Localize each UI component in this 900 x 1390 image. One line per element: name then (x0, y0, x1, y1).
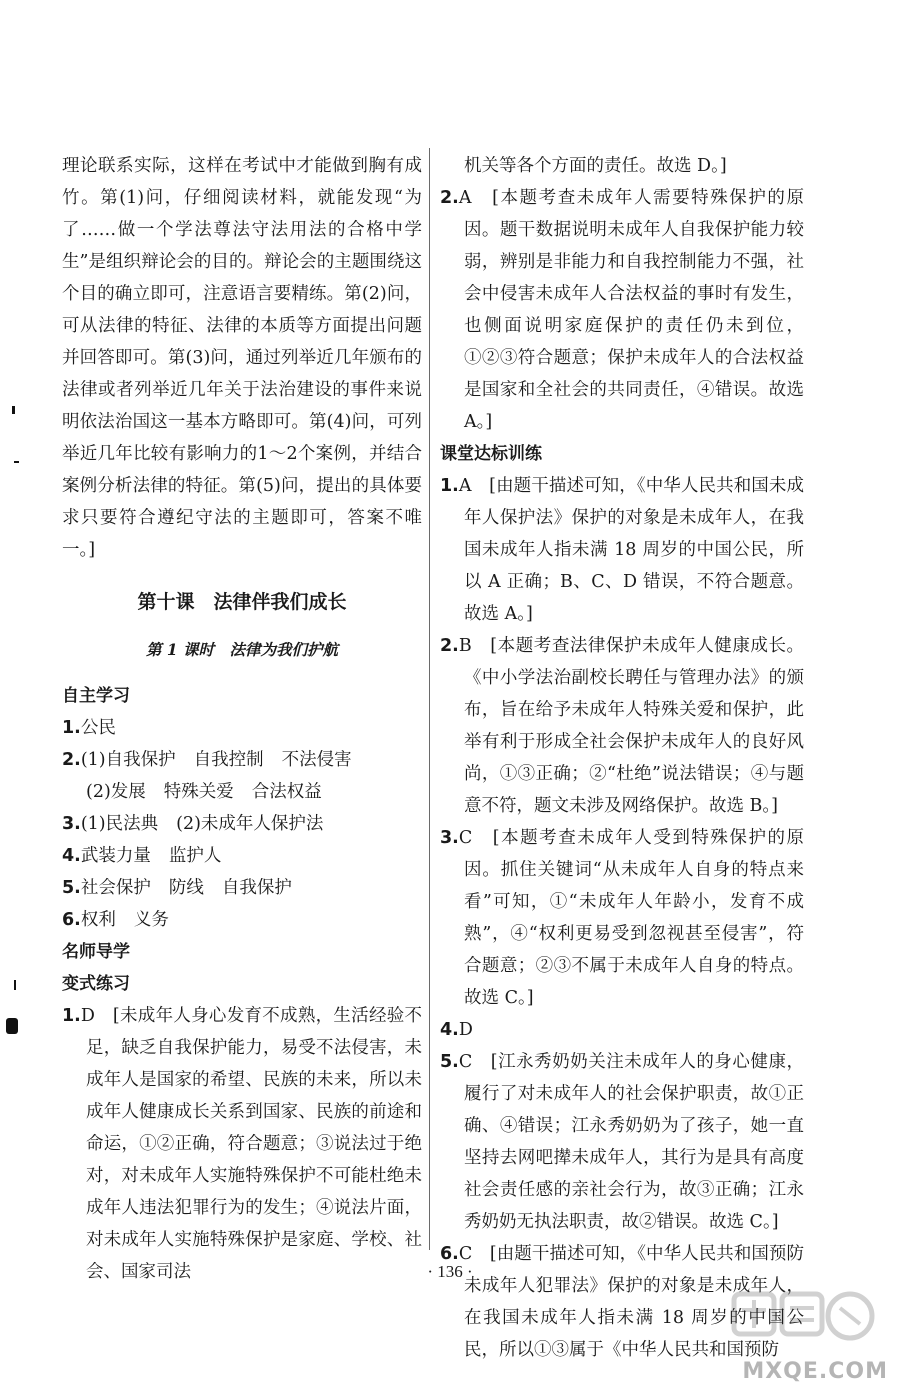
right-column (440, 150, 804, 1366)
zizhu-item: 5.社会保护 防线 自我保护 (62, 878, 292, 898)
left-column (62, 150, 422, 1288)
lesson-title: 第十课 法律伴我们成长 (137, 591, 347, 613)
column-divider (429, 148, 430, 1250)
ketang-item: 4.D (440, 1020, 473, 1040)
scan-mark (12, 406, 15, 414)
continued-text: 机关等各个方面的责任。故选 D。] (464, 156, 727, 176)
zizhu-item: 4.武装力量 监护人 (62, 846, 222, 866)
scan-mark (14, 461, 19, 463)
scan-mark (14, 980, 16, 990)
ketang-item: 3.C [本题考查未成年人受到特殊保护的原因。抓住关键词“从未成年人自身的特点来看”可知，①“未成年人年龄小，发育不成熟”，④“权利更易受到忽视甚至侵害”，符合题意；②③不属于未成年人自身的特点。故选 C。] (440, 828, 804, 1008)
zizhu-item: 6.权利 义务 (62, 910, 169, 930)
section-heading-ketang: 课堂达标训练 (440, 444, 542, 464)
section-heading-zizhu: 自主学习 (62, 686, 130, 706)
bianshi-item: 1.D [未成年人身心发育不成熟，生活经验不足，缺乏自我保护能力，易受不法侵害，未成年人是国家的希望、民族的未来，所以未成年人健康成长关系到国家、民族的前途和命运，①②正确，符合题意；③说法过于绝对，对未成年人实施特殊保护不可能杜绝未成年人违法犯罪行为的发生；④说法片面，对未成年人实施特殊保护是家庭、学校、社会、国家司法 (62, 1006, 422, 1282)
zizhu-item: 2.(1)自我保护 自我控制 不法侵害 (62, 750, 352, 770)
section-heading-mingshi: 名师导学 (62, 942, 130, 962)
zizhu-subitem: (2)发展 特殊关爱 合法权益 (86, 782, 322, 802)
ketang-item: 1.A [由题干描述可知，《中华人民共和国未成年人保护法》保护的对象是未成年人，在我国未成年人指未满 18 周岁的中国公民，所以 A 正确；B、C、D 错误，不符合题意。故选 A。] (440, 476, 804, 624)
bianshi-item: 2.A [本题考查未成年人需要特殊保护的原因。题干数据说明未成年人自我保护能力较弱，辨别是非能力和自我控制能力不强，社会中侵害未成年人合法权益的事时有发生，也侧面说明家庭保护的责任仍未到位，①②③符合题意；保护未成年人的合法权益是国家和全社会的共同责任，④错误。故选 A。] (440, 188, 804, 432)
zizhu-item: 3.(1)民法典 (2)未成年人保护法 (62, 814, 324, 834)
zizhu-item: 1.公民 (62, 718, 116, 738)
ketang-item: 2.B [本题考查法律保护未成年人健康成长。《中小学法治副校长聘任与管理办法》的颁布，旨在给予未成年人特殊关爱和保护，此举有利于形成全社会保护未成年人的良好风尚，①③正确；②“杜绝”说法错误；④与题意不符，题文未涉及网络保护。故选 B。] (440, 636, 804, 816)
ketang-item: 6.C [由题干描述可知，《中华人民共和国预防未成年人犯罪法》保护的对象是未成年人，在我国未成年人指未满 18 周岁的中国公民，所以①③属于《中华人民共和国预防 (440, 1244, 804, 1360)
left-intro-paragraph: 理论联系实际，这样在考试中才能做到胸有成竹。第(1)问，仔细阅读材料，就能发现“为了……做一个学法尊法守法用法的合格中学生”是组织辩论会的目的。辩论会的主题围绕这个目的确立即可，注意语言要精练。第(2)问，可从法律的特征、法律的本质等方面提出问题并回答即可。第(3)问，通过列举近几年颁布的法律或者列举近几年关于法治建设的事件来说明依法治国这一基本方略即可。第(4)问，可列举近几年比较有影响力的1～2个案例，并结合案例分析法律的特征。第(5)问，提出的具体要求只要符合遵纪守法的主题即可，答案不唯一。] (62, 156, 422, 560)
ketang-item: 5.C [江永秀奶奶关注未成年人的身心健康，履行了对未成年人的社会保护职责，故①正确、④错误；江永秀奶奶为了孩子，她一直坚持去网吧撵未成年人，其行为是具有高度社会责任感的亲社会行为，故③正确；江永秀奶奶无执法职责，故②错误。故选 C。] (440, 1052, 804, 1232)
period-title: 第 1 课时 法律为我们护航 (145, 640, 339, 659)
page-number: · 136 · (427, 1262, 473, 1281)
watermark-text: MXQE.COM (742, 1359, 888, 1384)
section-heading-bianshi: 变式练习 (62, 974, 130, 994)
scan-mark (6, 1018, 18, 1034)
